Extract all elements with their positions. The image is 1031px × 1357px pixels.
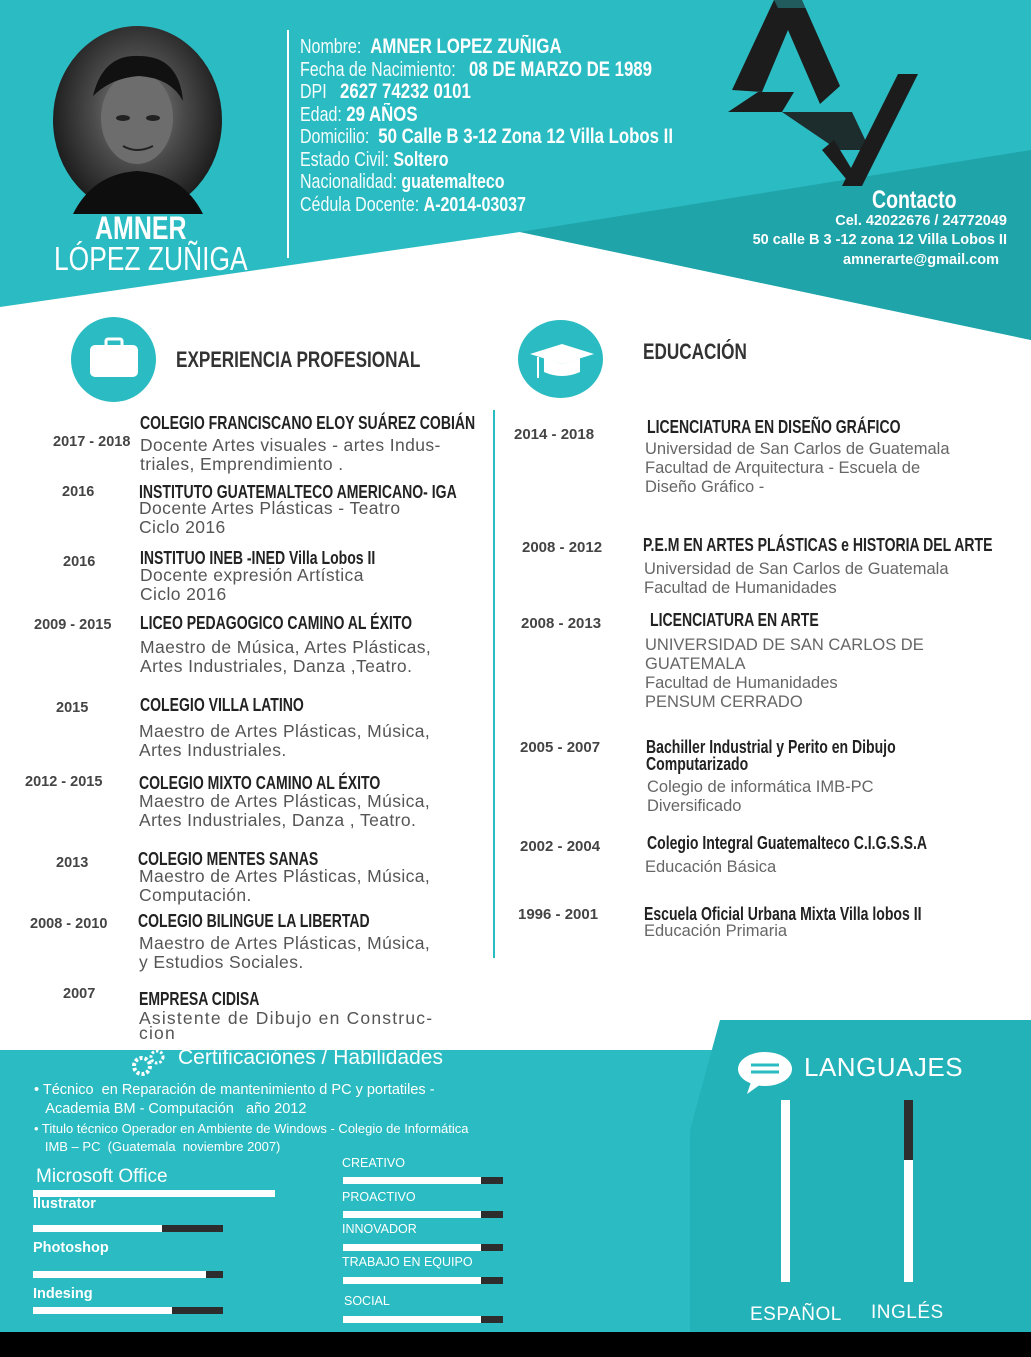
education-year: 2008 - 2013 <box>521 615 602 632</box>
experience-desc: Maestro de Artes Plásticas, Música, Artes Industriales, Danza , Teatro. <box>139 791 431 830</box>
software-skill-bar <box>33 1271 223 1278</box>
experience-title-item: COLEGIO MENTES SANAS <box>138 849 319 869</box>
education-desc: Educación Básica <box>645 858 777 876</box>
experience-title-item: INSTITUTO GUATEMALTECO AMERICANO- IGA <box>139 482 457 502</box>
experience-title-item: INSTITUO INEB -INED Villa Lobos II <box>140 548 376 568</box>
experience-title-item: EMPRESA CIDISA <box>139 989 260 1009</box>
info-row: Edad: 29 AÑOS <box>300 102 418 126</box>
soft-skill-label: TRABAJO EN EQUIPO <box>342 1255 473 1269</box>
contact-phone: Cel. 42022676 / 24772049 <box>835 213 1007 229</box>
soft-skill-bar <box>343 1211 503 1218</box>
monogram-logo <box>722 0 922 190</box>
experience-title-item: COLEGIO MIXTO CAMINO AL ÉXITO <box>139 773 381 793</box>
education-desc: UNIVERSIDAD DE SAN CARLOS DE GUATEMALA Facultad de Humanidades PENSUM CERRADO <box>645 636 924 711</box>
software-skill-label: Photoshop <box>33 1240 109 1256</box>
software-skill-label: Indesing <box>33 1286 93 1302</box>
info-row: Estado Civil: Soltero <box>300 148 449 171</box>
education-year: 1996 - 2001 <box>518 906 599 923</box>
certification-item: • Titulo técnico Operador en Ambiente de Windows - Colegio de Informática IMB – PC (Guatemala noviembre 2007) <box>34 1121 469 1154</box>
briefcase-icon <box>71 317 156 402</box>
experience-year: 2017 - 2018 <box>53 434 131 450</box>
language-bar <box>904 1100 913 1282</box>
experience-title-item: COLEGIO FRANCISCANO ELOY SUÁREZ COBIÁN <box>140 413 476 433</box>
info-row: Domicilio: 50 Calle B 3-12 Zona 12 Villa Lobos II <box>300 125 673 148</box>
experience-year: 2016 <box>63 554 96 570</box>
language-label: ESPAÑOL <box>750 1304 842 1325</box>
info-row: Cédula Docente: A-2014-03037 <box>300 193 526 216</box>
experience-desc: Maestro de Música, Artes Plásticas, Artes Industriales, Danza ,Teatro. <box>140 637 432 676</box>
experience-year: 2007 <box>63 986 96 1002</box>
software-skill-label: Ilustrator <box>33 1196 96 1212</box>
contact-title: Contacto <box>872 186 957 214</box>
soft-skill-label: PROACTIVO <box>342 1190 416 1204</box>
profile-photo <box>53 26 222 214</box>
education-year: 2005 - 2007 <box>520 739 601 756</box>
footer-edge <box>0 1332 1031 1357</box>
experience-title: EXPERIENCIA PROFESIONAL <box>176 347 421 372</box>
experience-year: 2016 <box>62 484 95 500</box>
language-bar <box>781 1100 790 1282</box>
education-title-item: P.E.M EN ARTES PLÁSTICAS e HISTORIA DEL ARTE <box>643 535 993 555</box>
experience-year: 2012 - 2015 <box>25 774 103 790</box>
education-desc: Colegio de informática IMB-PC Diversificado <box>647 778 874 815</box>
experience-year: 2015 <box>56 700 89 716</box>
soft-skill-label: SOCIAL <box>344 1294 390 1308</box>
education-year: 2014 - 2018 <box>514 426 595 443</box>
experience-desc: Maestro de Artes Plásticas, Música, y Estudios Sociales. <box>139 933 431 972</box>
certifications-title: Certificaciónes / Habilidades <box>178 1046 443 1069</box>
soft-skill-label: INNOVADOR <box>342 1222 417 1236</box>
info-row: Fecha de Nacimiento: 08 DE MARZO DE 1989 <box>300 57 652 81</box>
education-title-item: Escuela Oficial Urbana Mixta Villa lobos II <box>644 904 922 924</box>
gears-icon <box>130 1048 168 1078</box>
experience-title-item: COLEGIO VILLA LATINO <box>140 695 304 715</box>
experience-desc: Maestro de Artes Plásticas, Música, Artes Industriales. <box>139 721 431 760</box>
software-skill-bar <box>33 1225 223 1232</box>
education-title-item: LICENCIATURA EN ARTE <box>650 610 819 630</box>
certification-item: • Técnico en Reparación de mantenimiento d PC y portatiles - Academia BM - Computación año 2012 <box>34 1082 435 1117</box>
experience-desc: Maestro de Artes Plásticas, Música, Computación. <box>139 866 431 905</box>
soft-skill-bar <box>343 1177 503 1184</box>
name-last: LÓPEZ ZUÑIGA <box>54 240 248 277</box>
contact-email[interactable]: amnerarte@gmail.com <box>843 252 999 268</box>
education-desc: Universidad de San Carlos de Guatemala Facultad de Humanidades <box>644 560 949 597</box>
education-title: EDUCACIÓN <box>643 339 747 364</box>
soft-skill-bar <box>343 1316 503 1323</box>
person-silhouette-icon <box>53 26 222 214</box>
education-badge <box>518 320 603 398</box>
experience-title-item: LICEO PEDAGOGICO CAMINO AL ÉXITO <box>140 613 412 633</box>
info-row: Nombre: AMNER LOPEZ ZUÑIGA <box>300 35 562 58</box>
experience-desc: Asistente de Dibujo en Construc- cion <box>139 1008 434 1043</box>
soft-skill-bar <box>343 1277 503 1284</box>
education-year: 2002 - 2004 <box>520 838 601 855</box>
languages-title: LANGUAJES <box>804 1052 964 1082</box>
graduation-cap-icon <box>518 320 603 398</box>
experience-desc: Docente expresión Artística Ciclo 2016 <box>140 565 364 604</box>
soft-skill-bar <box>343 1244 503 1251</box>
language-label: INGLÉS <box>871 1302 944 1323</box>
education-title-item: LICENCIATURA EN DISEÑO GRÁFICO <box>647 417 901 437</box>
education-year: 2008 - 2012 <box>522 539 603 556</box>
education-title-item: Bachiller Industrial y Perito en Dibujo Computarizado <box>646 737 896 774</box>
speech-bubble-icon <box>737 1050 793 1094</box>
education-desc: Universidad de San Carlos de Guatemala Facultad de Arquitectura - Escuela de Diseño Gráfico - <box>645 440 950 496</box>
personal-info <box>300 36 766 216</box>
experience-year: 2008 - 2010 <box>30 916 108 932</box>
info-row: DPI 2627 74232 0101 <box>300 80 471 103</box>
experience-desc: Docente Artes Plásticas - Teatro Ciclo 2016 <box>139 498 401 537</box>
education-desc: Educación Primaria <box>644 922 788 940</box>
name-first: AMNER <box>95 210 187 246</box>
info-row: Nacionalidad: guatemalteco <box>300 171 505 193</box>
software-title: Microsoft Office <box>36 1166 168 1187</box>
experience-year: 2009 - 2015 <box>34 617 112 633</box>
software-skill-bar <box>33 1307 223 1314</box>
soft-skill-label: CREATIVO <box>342 1156 405 1170</box>
experience-badge <box>71 317 156 402</box>
experience-desc: Docente Artes visuales - artes Indus- triales, Emprendimiento . <box>140 435 441 474</box>
contact-address: 50 calle B 3 -12 zona 12 Villa Lobos II <box>752 232 1007 248</box>
column-divider <box>493 410 495 958</box>
education-title-item: Colegio Integral Guatemalteco C.I.G.S.S.A <box>647 833 928 853</box>
experience-year: 2013 <box>56 855 89 871</box>
experience-title-item: COLEGIO BILINGUE LA LIBERTAD <box>138 911 370 931</box>
